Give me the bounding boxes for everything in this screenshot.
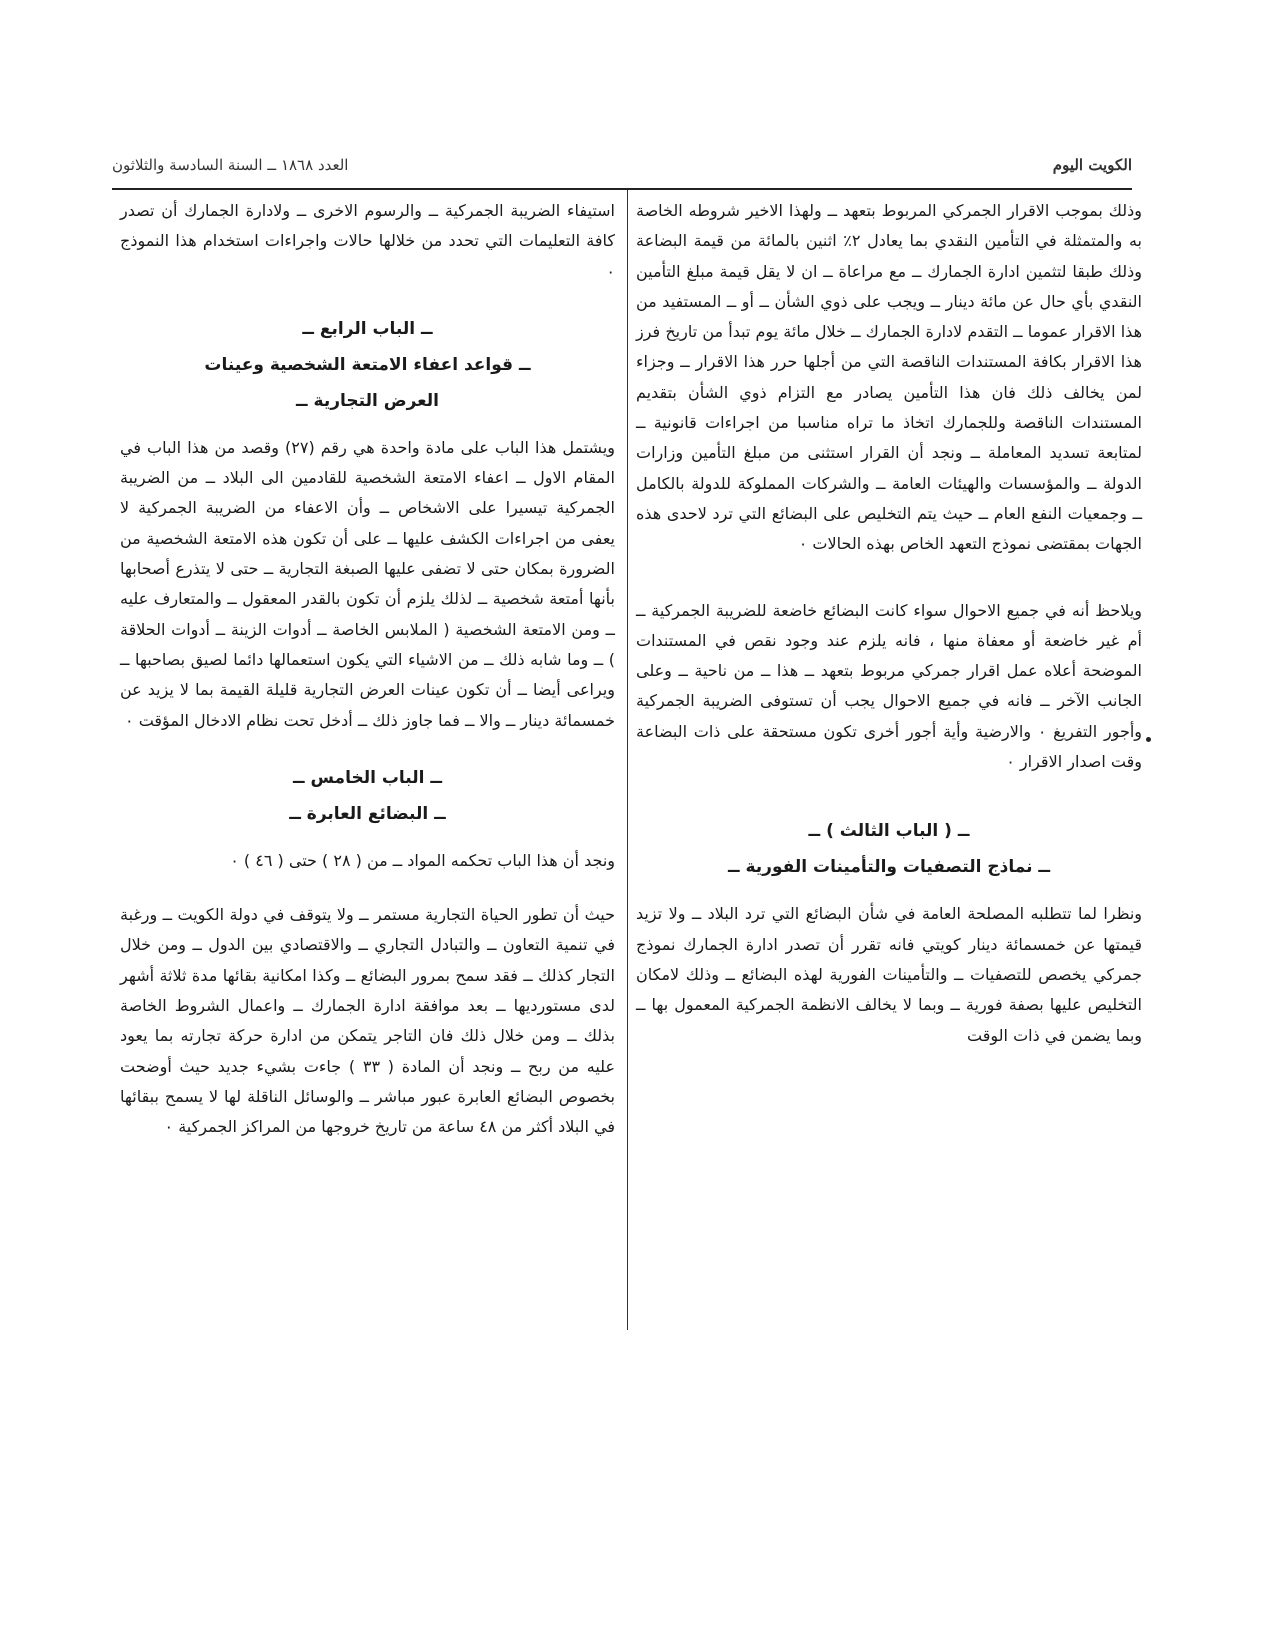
section-subheading-samples: العرض التجارية ــ xyxy=(296,390,439,411)
section-heading-chapter-3: ــ ( الباب الثالث ) ــ xyxy=(808,821,970,842)
right-paragraph-3: ونظرا لما تتطلبه المصلحة العامة في شأن البضائع التي ترد البلاد ــ ولا تزيد قيمتها عن خمسمائة دينار كويتي فانه تقرر أن تصدر ادارة الجمارك نموذج جمركي يخصص للتصفيات ــ والتأمينات الفورية لهذه البضائع ــ وذلك لامكان التخليص عليها بصفة فورية ــ وبما لا يخالف الانظمة الجمركية المعمول بها ــ وبما يضمن في ذات الوقت xyxy=(636,904,1142,1045)
header-rule xyxy=(112,188,1132,190)
right-column xyxy=(636,196,1142,1051)
left-paragraph-1: استيفاء الضريبة الجمركية ــ والرسوم الاخرى ــ ولادارة الجمارك أن تصدر كافة التعليمات التي تحدد من خلالها حالات واجراءات استخدام هذا النموذج ٠ xyxy=(120,201,615,281)
page-header xyxy=(112,150,1132,180)
newspaper-name: الكويت اليوم xyxy=(1052,156,1132,174)
right-paragraph-1: وذلك بموجب الاقرار الجمركي المربوط بتعهد ــ ولهذا الاخير شروطه الخاصة به والمتمثلة في التأمين النقدي بما يعادل ٢٪ اثنين بالمائة من قيمة البضاعة وذلك طبقا لتثمين ادارة الجمارك ــ مع مراعاة ــ ان لا يقل قيمة مبلغ التأمين النقدي بأي حال عن مائة دينار ــ ويجب على ذوي الشأن ــ أو ــ المستفيد من هذا الاقرار عموما ــ التقدم لادارة الجمارك ــ خلال مائة يوم تبدأ من تاريخ فرز هذا الاقرار بكافة المستندات الناقصة التي من أجلها حرر هذا الاقرار ــ وجزاء لمن يخالف ذلك فان هذا التأمين يصادر مع التزام ذوي الشأن بتقديم المستندات الناقصة وللجمارك اتخاذ ما تراه مناسبا من اجراءات قانونية ــ لمتابعة تسديد المعاملة ــ ونجد أن القرار استثنى من مبلغ التأمين وزارات الدولة ــ والمؤسسات والهيئات العامة ــ والشركات المملوكة للدولة بالكامل ــ وجمعيات النفع العام ــ حيث يتم التخليص على البضائع التي ترد لاحدى هذه الجهات بمقتضى نموذج التعهد الخاص بهذه الحالات ٠ xyxy=(636,201,1142,554)
issue-line: العدد ١٨٦٨ ــ السنة السادسة والثلاثون xyxy=(112,156,349,174)
section-subheading-exemptions: ــ قواعد اعفاء الامتعة الشخصية وعينات xyxy=(204,354,531,375)
left-paragraph-4: حيث أن تطور الحياة التجارية مستمر ــ ولا يتوقف في دولة الكويت ــ ورغبة في تنمية التعاون ــ والتبادل التجاري ــ والاقتصادي بين الدول ــ ومن خلال التجار كذلك ــ فقد سمح بمرور البضائع ــ وكذا امكانية بقائها مدة ثلاثة أشهر لدى مستورديها ــ بعد موافقة ادارة الجمارك ــ واعمال الشروط الخاصة بذلك ــ ومن خلال ذلك فان التاجر يتمكن من ادارة حركة تجارته بما يعود عليه من ربح ــ ونجد أن المادة ( ٣٣ ) جاءت بشيء جديد حيث أوضحت بخصوص البضائع العابرة عبور مباشر ــ والوسائل الناقلة لها لا يسمح ببقائها في البلاد أكثر من ٤٨ ساعة من تاريخ خروجها من المراكز الجمركية ٠ xyxy=(120,905,616,1137)
left-paragraph-3: ونجد أن هذا الباب تحكمه المواد ــ من ( ٢٨ ) حتى ( ٤٦ ) ٠ xyxy=(230,850,615,870)
section-heading-chapter-4: ــ الباب الرابع ــ xyxy=(302,318,433,339)
left-paragraph-2: ويشتمل هذا الباب على مادة واحدة هي رقم (٢٧) وقصد من هذا الباب في المقام الاول ــ اعفاء الامتعة الشخصية للقادمين الى البلاد ــ من الضريبة الجمركية تيسيرا على الاشخاص ــ وأن الاعفاء من الضريبة الجمركية لا يعفى من اجراءات الكشف عليها ــ على أن تكون هذه الامتعة الشخصية من الضرورة بمكان حتى لا تضفى عليها الصبغة التجارية ــ حتى لا يتذرع أصحابها بأنها أمتعة شخصية ــ لذلك يلزم أن تكون بالقدر المعقول ــ والمتعارف عليه ــ ومن الامتعة الشخصية ( الملابس الخاصة ــ أدوات الزينة ــ أدوات الحلاقة ) ــ وما شابه ذلك ــ من الاشياء التي يكون استعمالها دائما لصيق بصاحبها ــ ويراعى أيضا ــ أن تكون عينات العرض التجارية قليلة القيمة بما لا يزيد عن خمسمائة دينار ــ والا ــ فما جاوز ذلك ــ أدخل تحت نظام الادخال المؤقت ٠ xyxy=(120,437,616,730)
section-subheading-transit-goods: ــ البضائع العابرة ــ xyxy=(289,803,446,824)
section-heading-chapter-5: ــ الباب الخامس ــ xyxy=(292,767,442,788)
bullet-mark xyxy=(1146,737,1151,742)
column-divider xyxy=(627,190,628,1330)
left-column xyxy=(120,196,615,1143)
section-subheading-forms: ــ نماذج التصفيات والتأمينات الفورية ــ xyxy=(727,857,1051,878)
right-paragraph-2: ويلاحظ أنه في جميع الاحوال سواء كانت البضائع خاضعة للضريبة الجمركية ــ أم غير خاضعة أو معفاة منها ، فانه يلزم عند وجود نقص في المستندات الموضحة أعلاه عمل اقرار جمركي مربوط بتعهد ــ هذا ــ من ناحية ــ وعلى الجانب الآخر ــ فانه في جميع الاحوال يجب أن تستوفى الضريبة الجمركية وأجور التفريغ ٠ والارضية وأية أجور أخرى تكون مستحقة على ذات البضاعة وقت اصدار الاقرار ٠ xyxy=(636,600,1143,772)
